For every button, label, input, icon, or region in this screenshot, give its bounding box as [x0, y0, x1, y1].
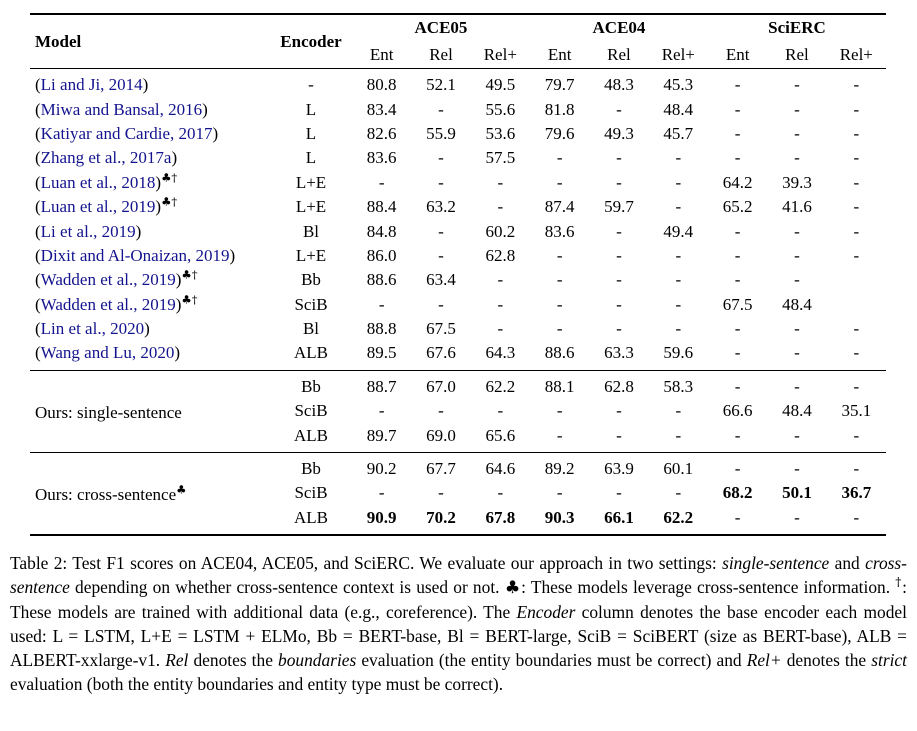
score-cell: - [556, 483, 563, 503]
caption-text: single-sentence [722, 553, 830, 573]
model-cell: (Li et al., 2019) [35, 221, 142, 241]
col-header-ace05-relplus: Rel+ [483, 44, 517, 64]
col-header-ace04-relplus: Rel+ [661, 44, 695, 64]
caption-text: cross-sentence [10, 553, 907, 597]
citation-link[interactable]: Luan et al., 2018 [40, 172, 156, 192]
caption-text: : These models are trained with additional data (e.g., coreference). The [10, 576, 908, 622]
caption-text: Rel [165, 649, 189, 670]
encoder-cell: ALB [294, 507, 328, 527]
encoder-cell: SciB [294, 294, 328, 314]
score-cell: 62.2 [471, 370, 530, 399]
score-cell: 62.8 [485, 245, 516, 265]
caption-text: Rel+ [746, 649, 782, 670]
score-cell: 90.3 [544, 507, 575, 527]
score-cell: - [556, 425, 563, 445]
score-cell: - [734, 507, 741, 527]
score-cell: 62.2 [663, 507, 694, 527]
model-cell: (Miwa and Bansal, 2016) [35, 99, 208, 119]
caption-text: denotes the [781, 649, 872, 670]
score-cell: - [794, 425, 800, 445]
score-cell: - [827, 370, 886, 399]
score-cell: 35.1 [841, 401, 872, 421]
club-dagger-icon: ♣† [181, 292, 198, 307]
score-cell: - [497, 483, 504, 503]
score-cell: - [853, 507, 860, 527]
score-cell: 63.9 [589, 452, 648, 481]
score-cell: 48.4 [782, 401, 812, 421]
encoder-cell: L+E [295, 172, 327, 192]
score-cell: - [497, 172, 504, 192]
score-cell: 81.8 [544, 99, 575, 119]
score-cell: 69.0 [426, 425, 456, 445]
score-cell: - [556, 148, 563, 168]
score-cell: - [675, 197, 682, 217]
model-cell: (Katiyar and Cardie, 2017) [35, 123, 219, 143]
score-cell: - [438, 483, 444, 503]
model-cell: (Zhang et al., 2017a) [35, 148, 178, 168]
score-cell: - [794, 148, 800, 168]
table-row [30, 122, 886, 146]
score-cell: - [734, 99, 741, 119]
score-cell: - [438, 401, 444, 421]
score-cell: - [767, 370, 826, 399]
score-cell: 39.3 [782, 172, 812, 192]
caption-text: Table 2: Test F1 scores on ACE04, ACE05, and SciERC. We evaluate our approach in two settings: [10, 553, 723, 573]
score-cell: 59.6 [663, 343, 694, 363]
score-cell: 90.9 [366, 507, 397, 527]
col-header-ace04-ent: Ent [547, 44, 572, 64]
score-cell: 55.6 [485, 99, 516, 119]
score-cell: 63.2 [426, 197, 456, 217]
col-header-scierc-relplus: Rel+ [839, 44, 873, 64]
table-row [30, 268, 886, 292]
club-dagger-icon: ♣† [181, 267, 198, 282]
score-cell: - [853, 75, 860, 95]
score-cell: - [734, 319, 741, 339]
score-cell: - [438, 294, 444, 314]
score-cell: - [734, 270, 741, 290]
score-cell: 64.3 [485, 343, 516, 363]
score-cell: - [734, 343, 741, 363]
model-cell: (Wadden et al., 2019)♣† [35, 267, 198, 290]
score-cell: 84.8 [366, 221, 397, 241]
col-group-ace04: ACE04 [592, 18, 646, 37]
score-cell: - [708, 452, 767, 481]
caption-text: column denotes the base encoder each model used: L = LSTM, L+E = LSTM + ELMo, Bb = BERT-base, Bl = BERT-large, SciB = SciBERT (size as BERT-base), ALB = ALBERT-xxlarge-v1. [10, 601, 907, 670]
encoder-cell: L [305, 123, 317, 143]
score-cell: - [853, 148, 860, 168]
table-row [30, 69, 886, 98]
score-cell: 80.8 [366, 75, 397, 95]
encoder-cell: ALB [294, 425, 328, 445]
score-cell: - [675, 425, 682, 445]
score-cell: 87.4 [544, 197, 575, 217]
table-row [30, 146, 886, 170]
caption-text: : These models leverage cross-sentence information. [521, 576, 896, 597]
encoder-cell: Bb [301, 270, 321, 290]
table-row [30, 452, 886, 481]
score-cell: - [616, 99, 622, 119]
score-cell: - [497, 294, 504, 314]
table-row [30, 195, 886, 219]
score-cell: - [616, 172, 622, 192]
score-cell: 68.2 [722, 483, 753, 503]
score-cell: 79.6 [544, 123, 575, 143]
table-caption [10, 552, 907, 696]
score-cell: - [794, 319, 800, 339]
encoder-cell: - [308, 75, 314, 95]
score-cell: - [794, 270, 800, 290]
score-cell: 48.4 [663, 99, 694, 119]
table-header [30, 14, 886, 69]
score-cell: - [378, 401, 385, 421]
score-cell: - [675, 270, 682, 290]
score-cell: 65.2 [722, 197, 753, 217]
score-cell: 64.6 [471, 452, 530, 481]
score-cell: 83.4 [366, 99, 397, 119]
col-header-model: Model [35, 31, 82, 51]
score-cell [827, 268, 886, 292]
score-cell: - [616, 319, 622, 339]
score-cell: - [794, 75, 800, 95]
score-cell: - [675, 172, 682, 192]
score-cell: 89.5 [366, 343, 397, 363]
table-row [30, 219, 886, 243]
score-cell: 67.8 [485, 507, 516, 527]
score-cell: 58.3 [649, 370, 708, 399]
score-cell: - [497, 401, 504, 421]
score-cell: 50.1 [782, 483, 812, 503]
caption-text: evaluation (both the entity boundaries and entity type must be correct). [10, 673, 504, 694]
caption-text: denotes the [188, 649, 278, 670]
score-cell: - [497, 319, 504, 339]
score-cell: - [675, 319, 682, 339]
encoder-cell: ALB [294, 343, 328, 363]
score-cell: 53.6 [485, 123, 516, 143]
citation-link[interactable]: Miwa and Bansal, 2016 [40, 99, 203, 119]
model-cell: (Wadden et al., 2019)♣† [35, 292, 198, 314]
score-cell: - [734, 75, 741, 95]
citation-link[interactable]: Zhang et al., 2017a [40, 148, 172, 168]
score-cell: 41.6 [782, 197, 812, 217]
score-cell: 49.4 [663, 221, 694, 241]
score-cell: - [675, 294, 682, 314]
model-cell: (Wang and Lu, 2020) [35, 343, 181, 363]
score-cell: 59.7 [604, 197, 634, 217]
table-row [30, 293, 886, 317]
citation-link[interactable]: Lin et al., 2020 [40, 319, 145, 339]
score-cell: 89.7 [366, 425, 397, 445]
score-cell: - [794, 245, 800, 265]
caption-text: depending on whether cross-sentence context is used or not. [69, 576, 505, 597]
score-cell: - [438, 148, 444, 168]
score-cell: 82.6 [366, 123, 397, 143]
col-group-scierc: SciERC [768, 18, 826, 37]
score-cell: - [616, 401, 622, 421]
score-cell: - [556, 270, 563, 290]
score-cell: - [853, 245, 860, 265]
citation-link[interactable]: Li and Ji, 2014 [40, 75, 143, 95]
score-cell: - [556, 172, 563, 192]
col-header-encoder: Encoder [280, 31, 342, 51]
table-row [30, 317, 886, 341]
score-cell: 88.6 [366, 270, 397, 290]
score-cell: - [497, 270, 504, 290]
score-cell: 57.5 [485, 148, 516, 168]
score-cell: 67.6 [426, 343, 456, 363]
score-cell: - [438, 172, 444, 192]
encoder-cell: Bl [302, 319, 320, 339]
score-cell: 67.5 [426, 319, 456, 339]
score-cell: 90.2 [352, 452, 411, 481]
score-cell: 66.1 [604, 507, 634, 527]
score-cell: - [378, 172, 385, 192]
score-cell: - [794, 99, 800, 119]
score-cell: - [853, 99, 860, 119]
table-row [30, 244, 886, 268]
encoder-cell: SciB [294, 401, 328, 421]
encoder-cell: SciB [294, 483, 328, 503]
citation-link[interactable]: Katiyar and Cardie, 2017 [40, 123, 213, 143]
score-cell: 63.4 [426, 270, 456, 290]
score-cell: - [734, 148, 741, 168]
score-cell: 88.8 [366, 319, 397, 339]
score-cell: 55.9 [426, 123, 456, 143]
score-cell: - [675, 483, 682, 503]
model-cell: (Dixit and Al-Onaizan, 2019) [35, 245, 236, 265]
score-cell: 67.0 [411, 370, 470, 399]
score-cell: 63.3 [604, 343, 634, 363]
score-cell: 60.2 [485, 221, 516, 241]
ours-label: Ours: single-sentence [30, 370, 270, 452]
score-cell: - [556, 294, 563, 314]
club-dagger-icon: ♣† [161, 170, 178, 185]
citation-link[interactable]: Li et al., 2019 [40, 221, 136, 241]
citation-link[interactable]: Dixit and Al-Onaizan, 2019 [40, 245, 230, 265]
score-cell: - [853, 123, 860, 143]
col-header-scierc-ent: Ent [725, 44, 750, 64]
table-row [30, 97, 886, 121]
score-cell: - [794, 221, 800, 241]
score-cell: - [675, 148, 682, 168]
score-cell: 49.3 [604, 123, 634, 143]
score-cell: - [556, 319, 563, 339]
score-cell: 48.4 [782, 294, 812, 314]
score-cell: 86.0 [366, 245, 397, 265]
score-cell: - [438, 221, 444, 241]
score-cell: 67.5 [722, 294, 753, 314]
score-cell: - [853, 197, 860, 217]
caption-text: strict [871, 649, 907, 670]
model-cell: (Lin et al., 2020) [35, 319, 150, 339]
results-table [30, 13, 886, 536]
score-cell: 88.4 [366, 197, 397, 217]
encoder-cell: Bb [270, 452, 352, 481]
score-cell: 45.3 [663, 75, 694, 95]
score-cell: 52.1 [426, 75, 456, 95]
caption-text: Encoder [516, 601, 576, 622]
score-cell: - [853, 343, 860, 363]
encoder-cell: L+E [295, 197, 327, 217]
score-cell: - [794, 343, 800, 363]
score-cell: - [378, 294, 385, 314]
score-cell [827, 293, 886, 317]
score-cell: 36.7 [841, 483, 872, 503]
score-cell: 67.7 [411, 452, 470, 481]
score-cell: 66.6 [722, 401, 753, 421]
table-row [30, 370, 886, 399]
score-cell: - [438, 99, 444, 119]
score-cell: - [734, 123, 741, 143]
score-cell: - [675, 401, 682, 421]
citation-link[interactable]: Wadden et al., 2019 [40, 270, 176, 290]
col-header-ace05-rel: Rel [429, 44, 453, 64]
model-cell: (Li and Ji, 2014) [35, 75, 149, 95]
score-cell: 65.6 [485, 425, 516, 445]
score-cell: - [734, 245, 741, 265]
score-cell: - [556, 245, 563, 265]
col-group-ace05: ACE05 [414, 18, 468, 37]
score-cell: - [853, 319, 860, 339]
score-cell: 70.2 [426, 507, 456, 527]
model-cell: (Luan et al., 2019)♣† [35, 194, 178, 217]
col-header-ace05-ent: Ent [369, 44, 394, 64]
table-row [30, 341, 886, 370]
score-cell: - [616, 294, 622, 314]
score-cell: - [767, 452, 826, 481]
citation-link[interactable]: Wadden et al., 2019 [40, 294, 176, 314]
score-cell: - [616, 270, 622, 290]
score-cell: - [734, 425, 741, 445]
score-cell: 89.2 [530, 452, 589, 481]
table-row [30, 171, 886, 195]
score-cell: - [794, 507, 800, 527]
caption-text: and [829, 553, 866, 573]
citation-link[interactable]: Wang and Lu, 2020 [40, 343, 175, 363]
col-header-ace04-rel: Rel [607, 44, 631, 64]
score-cell: 60.1 [649, 452, 708, 481]
caption-text: evaluation (the entity boundaries must be correct) and [356, 649, 747, 670]
score-cell: - [497, 197, 504, 217]
score-cell: 48.3 [604, 75, 634, 95]
encoder-cell: Bb [270, 370, 352, 399]
citation-link[interactable]: Luan et al., 2019 [40, 197, 156, 217]
club-dagger-icon: ♣† [161, 194, 178, 209]
score-cell: - [616, 221, 622, 241]
score-cell: 64.2 [722, 172, 753, 192]
encoder-cell: L [305, 148, 317, 168]
score-cell: - [708, 370, 767, 399]
score-cell: - [853, 172, 860, 192]
encoder-cell: L+E [295, 245, 327, 265]
score-cell: - [827, 452, 886, 481]
results-tbody [30, 69, 886, 536]
score-cell: - [378, 483, 385, 503]
score-cell: - [853, 221, 860, 241]
score-cell: 45.7 [663, 123, 694, 143]
score-cell: 88.1 [530, 370, 589, 399]
score-cell: 62.8 [589, 370, 648, 399]
table-header-group-row [30, 14, 886, 41]
caption-text: boundaries [278, 649, 357, 670]
score-cell: 79.7 [544, 75, 575, 95]
score-cell: 49.5 [485, 75, 516, 95]
score-cell: 88.6 [544, 343, 575, 363]
score-cell: - [675, 245, 682, 265]
club-icon: ♣ [504, 577, 522, 598]
score-cell: 83.6 [366, 148, 397, 168]
dagger-icon: † [895, 575, 903, 590]
score-cell: - [794, 123, 800, 143]
score-cell: - [616, 483, 622, 503]
score-cell: - [853, 425, 860, 445]
score-cell: - [438, 245, 444, 265]
encoder-cell: L [305, 99, 317, 119]
club-icon: ♣ [176, 482, 187, 497]
score-cell: - [616, 148, 622, 168]
col-header-scierc-rel: Rel [785, 44, 809, 64]
ours-label: Ours: cross-sentence♣ [30, 452, 270, 535]
score-cell: - [616, 425, 622, 445]
score-cell: - [616, 245, 622, 265]
score-cell: 83.6 [544, 221, 575, 241]
score-cell: 88.7 [352, 370, 411, 399]
encoder-cell: Bl [302, 221, 320, 241]
score-cell: - [556, 401, 563, 421]
score-cell: - [734, 221, 741, 241]
model-cell: (Luan et al., 2018)♣† [35, 170, 178, 192]
